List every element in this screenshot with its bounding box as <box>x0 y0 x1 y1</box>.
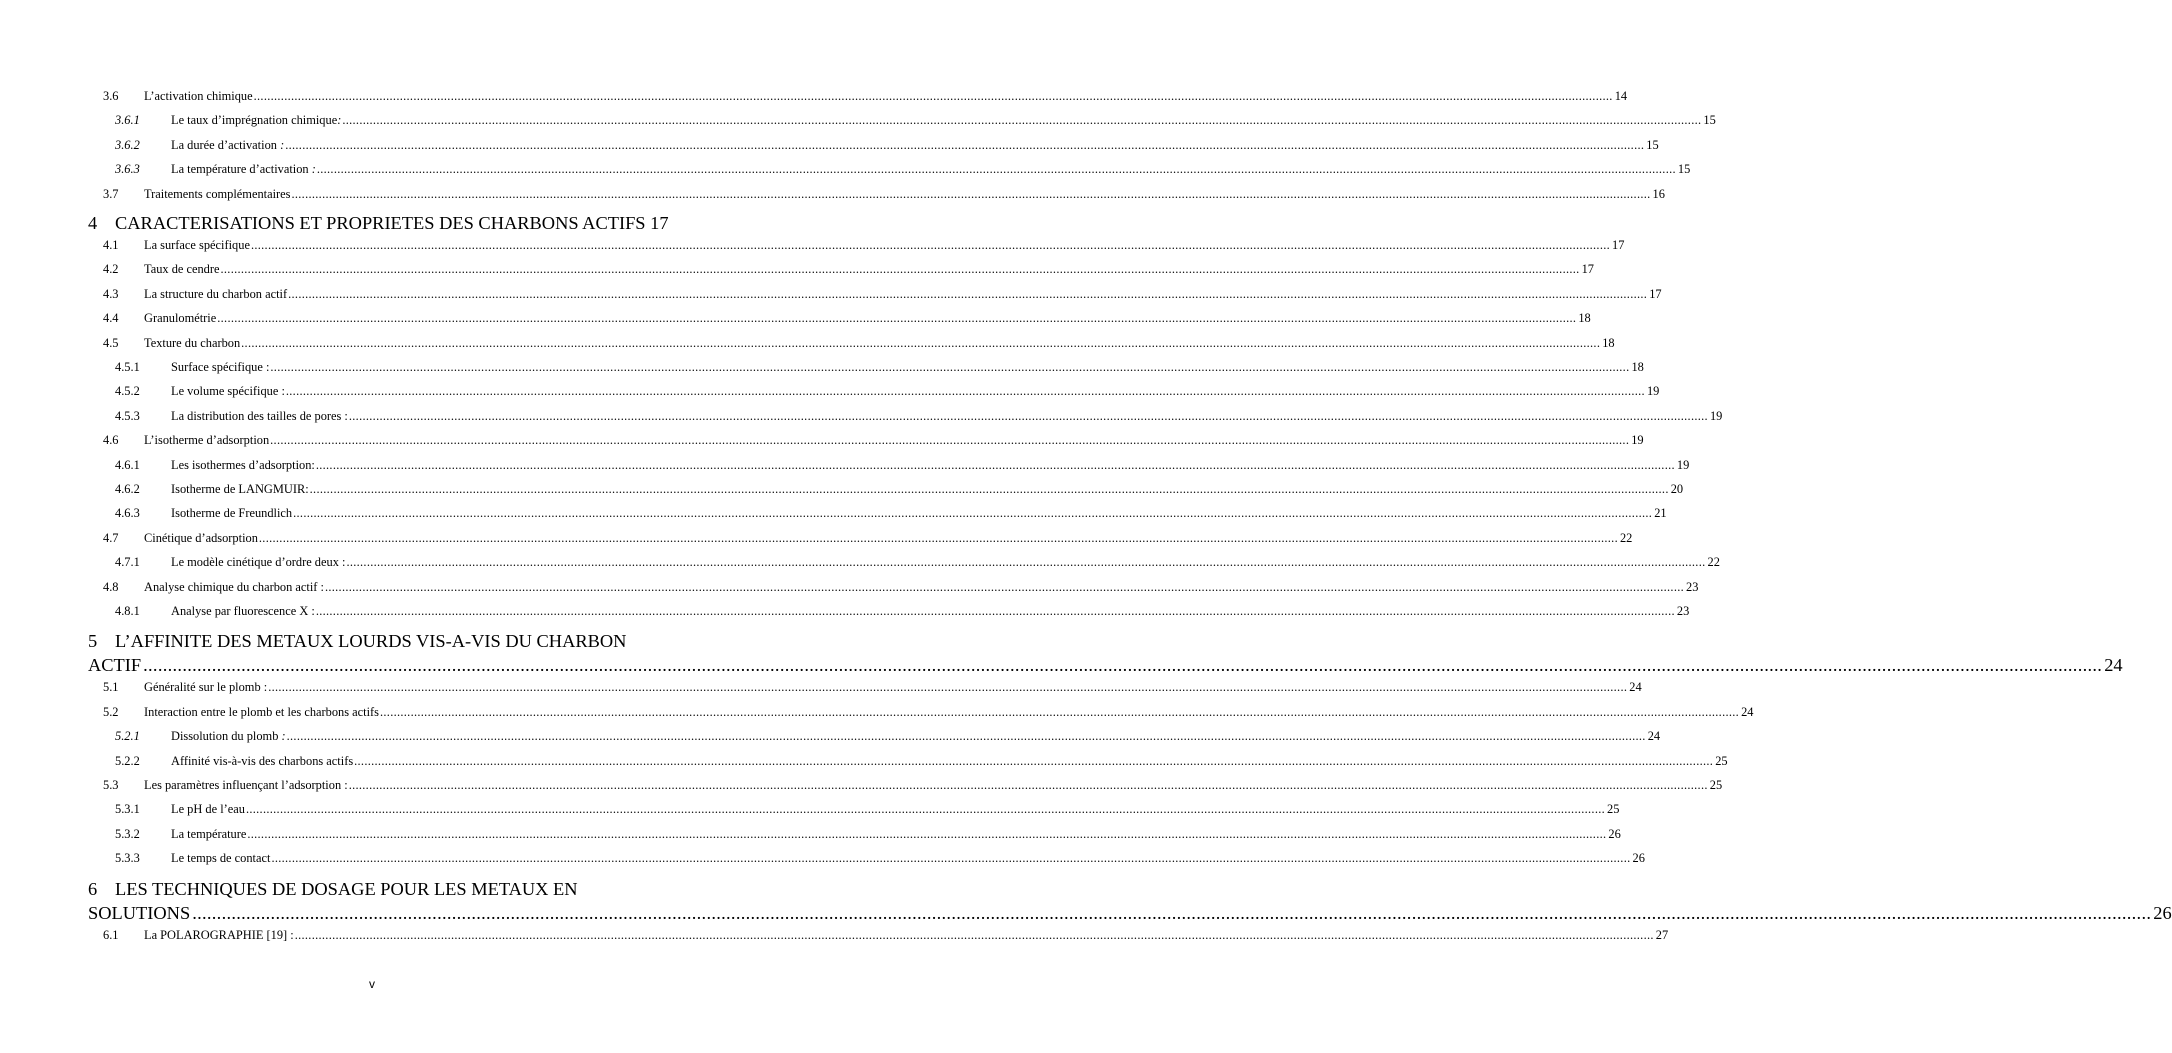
entry-number: 6 <box>88 878 98 899</box>
toc-section-entry[interactable] <box>88 679 1642 695</box>
entry-title <box>144 777 348 793</box>
entry-number: 5.3 <box>103 778 119 792</box>
entry-title-text: Le volume spécifique : <box>171 384 285 399</box>
entry-number: 4.5 <box>103 335 119 350</box>
entry-title-text: Interaction entre le plomb et les charbons actifs <box>144 704 379 719</box>
entry-number: 4.8.1 <box>115 604 140 618</box>
entry-page-number: 17 <box>1649 286 1662 301</box>
entry-title-text: La surface spécifique <box>144 238 250 252</box>
toc-section-entry[interactable] <box>88 704 1754 720</box>
entry-number: 4.3 <box>103 286 119 301</box>
entry-page-number: 19 <box>1676 457 1690 472</box>
entry-title-text: La température d’activation <box>171 162 312 177</box>
entry-title <box>144 335 240 351</box>
entry-number: 4.8 <box>103 579 119 594</box>
entry-page-number: 25 <box>1715 753 1728 768</box>
entry-title-text: L’isotherme d’adsorption <box>144 433 270 448</box>
toc-chapter-entry[interactable] <box>88 211 669 235</box>
entry-title <box>171 457 315 473</box>
toc-section-entry[interactable] <box>88 88 1628 104</box>
entry-page-number: 22 <box>1619 530 1633 545</box>
dot-leader: ................................................................................................................................................................................................................................................................................................................................................................................................................ <box>291 186 1651 201</box>
entry-title-text: Le taux d’imprégnation chimique <box>171 113 338 128</box>
entry-title-text: Dissolution du plomb <box>171 729 282 744</box>
entry-number: 4.6.2 <box>115 482 140 496</box>
entry-page-number: 14 <box>1614 89 1628 103</box>
toc-section-entry[interactable] <box>88 261 1594 277</box>
toc-subsection-entry[interactable] <box>88 603 1690 619</box>
toc-subsection-entry[interactable] <box>88 753 1728 769</box>
dot-leader: ................................................................................................................................................................................................................................................................................................................................................................................................................ <box>354 753 1714 768</box>
entry-title <box>171 753 353 769</box>
toc-subsection-entry[interactable] <box>88 826 1621 842</box>
entry-title-text: L’activation chimique <box>144 89 253 103</box>
entry-title-text: Granulométrie <box>144 311 217 326</box>
entry-title <box>144 88 253 104</box>
entry-title <box>171 603 315 619</box>
entry-title-text: La température <box>171 826 247 841</box>
entry-page-number: 23 <box>1676 604 1690 618</box>
entry-title-text: Taux de cendre <box>144 262 220 277</box>
dot-leader: ................................................................................................................................................................................................................................................................................................................................................................................................................ <box>309 482 1669 496</box>
toc-section-entry[interactable] <box>88 579 1699 595</box>
entry-title <box>171 383 285 399</box>
toc-subsection-entry[interactable] <box>88 801 1620 817</box>
toc-subsection-entry[interactable] <box>88 554 1720 570</box>
toc-section-entry[interactable] <box>88 335 1615 351</box>
entry-page-number: 22 <box>1707 555 1720 570</box>
entry-title: CARACTERISATIONS ET PROPRIETES DES CHARBONS ACTIFS <box>115 213 646 233</box>
toc-chapter-entry[interactable] <box>88 877 2172 925</box>
entry-page-number: 15 <box>1677 162 1691 177</box>
entry-number: 5.2 <box>103 704 119 719</box>
toc-subsection-entry[interactable] <box>88 457 1690 473</box>
entry-title-suffix: : <box>280 137 285 152</box>
dot-leader: ................................................................................................................................................................................................................................................................................................................................................................................................................ <box>342 113 1702 128</box>
entry-title-text: La POLAROGRAPHIE [19] : <box>144 927 294 942</box>
entry-page-number: 16 <box>1652 186 1665 201</box>
entry-number: 4.2 <box>103 262 119 277</box>
entry-page-number: 25 <box>1709 778 1723 792</box>
entry-title <box>171 481 309 497</box>
entry-title <box>171 359 269 375</box>
entry-title-text: Les paramètres influençant l’adsorption : <box>144 778 348 792</box>
toc-section-entry[interactable] <box>88 310 1591 326</box>
entry-title-text: Les isothermes d’adsorption: <box>171 457 315 472</box>
dot-leader: ................................................................................................................................................................................................................................................................................................................................................................................................................ <box>253 89 1613 103</box>
dot-leader: ................................................................................................................................................................................................................................................................................................................................................................................................................ <box>143 655 2103 676</box>
entry-title-suffix: : <box>281 729 286 744</box>
toc-subsection-entry[interactable] <box>88 383 1660 399</box>
entry-title-text: Isotherme de LANGMUIR: <box>171 482 309 496</box>
entry-page-number: 17 <box>1612 238 1625 252</box>
dot-leader: ................................................................................................................................................................................................................................................................................................................................................................................................................ <box>250 238 1611 252</box>
entry-title-text: Traitements complémentaires <box>144 186 291 201</box>
entry-page-number: 18 <box>1602 335 1615 350</box>
toc-subsection-entry[interactable] <box>88 112 1716 128</box>
entry-number: 3.6 <box>103 89 119 103</box>
toc-section-entry[interactable] <box>88 777 1723 793</box>
entry-title <box>171 408 348 424</box>
dot-leader: ................................................................................................................................................................................................................................................................................................................................................................................................................ <box>270 360 1630 374</box>
dot-leader: ................................................................................................................................................................................................................................................................................................................................................................................................................ <box>316 162 1676 177</box>
entry-page-number: 24 <box>2104 655 2123 676</box>
toc-section-entry[interactable] <box>88 432 1644 448</box>
entry-number: 4.7.1 <box>115 555 140 570</box>
entry-title: LES TECHNIQUES DE DOSAGE POUR LES METAUX EN <box>115 878 578 899</box>
entry-title <box>171 728 286 744</box>
entry-number: 3.6.2 <box>115 137 140 152</box>
page-number: v <box>369 977 375 991</box>
toc-subsection-entry[interactable] <box>88 728 1661 744</box>
dot-leader: ................................................................................................................................................................................................................................................................................................................................................................................................................ <box>315 457 1675 472</box>
dot-leader: ................................................................................................................................................................................................................................................................................................................................................................................................................ <box>346 555 1706 570</box>
dot-leader: ................................................................................................................................................................................................................................................................................................................................................................................................................ <box>271 851 1631 866</box>
entry-number: 4.4 <box>103 311 119 326</box>
dot-leader: ................................................................................................................................................................................................................................................................................................................................................................................................................ <box>294 927 1654 942</box>
dot-leader: ................................................................................................................................................................................................................................................................................................................................................................................................................ <box>217 311 1577 326</box>
entry-number: 4.1 <box>103 238 119 252</box>
entry-title <box>144 530 258 546</box>
entry-title-text: Le pH de l’eau <box>171 802 245 817</box>
dot-leader: ................................................................................................................................................................................................................................................................................................................................................................................................................ <box>380 704 1740 719</box>
entry-title-continued: ACTIF <box>88 655 142 676</box>
entry-title <box>171 161 316 177</box>
entry-page-number: 26 <box>2153 902 2172 923</box>
entry-page-number: 19 <box>1709 408 1723 423</box>
dot-leader: ................................................................................................................................................................................................................................................................................................................................................................................................................ <box>324 579 1685 594</box>
entry-title-text: Le temps de contact <box>171 851 271 866</box>
entry-page-number: 15 <box>1646 137 1659 152</box>
entry-page-number: 24 <box>1629 680 1642 695</box>
entry-title <box>171 112 341 128</box>
entry-number: 5.3.3 <box>115 851 140 866</box>
entry-title-text: Texture du charbon <box>144 335 241 350</box>
entry-page-number: 26 <box>1608 826 1621 841</box>
entry-number: 5.2.2 <box>115 753 140 768</box>
entry-number: 3.6.3 <box>115 162 140 177</box>
entry-number: 4.5.1 <box>115 360 140 374</box>
entry-title-text: Affinité vis-à-vis des charbons actifs <box>171 753 354 768</box>
entry-title <box>144 579 324 595</box>
entry-number: 5.3.2 <box>115 826 140 841</box>
entry-number: 4.5.2 <box>115 384 140 399</box>
entry-title <box>171 505 292 521</box>
dot-leader: ................................................................................................................................................................................................................................................................................................................................................................................................................ <box>315 604 1675 618</box>
entry-title-continued: SOLUTIONS <box>88 902 191 923</box>
dot-leader: ................................................................................................................................................................................................................................................................................................................................................................................................................ <box>258 530 1618 545</box>
entry-title <box>144 310 216 326</box>
entry-title-text: La durée d’activation <box>171 137 281 152</box>
entry-title <box>171 801 245 817</box>
entry-page-number: 26 <box>1632 851 1645 866</box>
toc-chapter-entry[interactable] <box>88 629 2123 677</box>
entry-number: 4.6.3 <box>115 506 140 521</box>
dot-leader: ................................................................................................................................................................................................................................................................................................................................................................................................................ <box>241 335 1601 350</box>
dot-leader: ................................................................................................................................................................................................................................................................................................................................................................................................................ <box>348 778 1708 792</box>
entry-title-text: La structure du charbon actif <box>144 286 288 301</box>
toc-subsection-entry[interactable] <box>88 408 1723 424</box>
entry-title <box>144 432 269 448</box>
entry-page-number: 23 <box>1686 579 1699 594</box>
toc-section-entry[interactable] <box>88 927 1669 943</box>
entry-title-text: Analyse par fluorescence X : <box>171 604 315 618</box>
entry-title-text: Le modèle cinétique d’ordre deux : <box>171 555 346 570</box>
toc-section-entry[interactable] <box>88 286 1662 302</box>
entry-title <box>171 826 246 842</box>
entry-page-number: 21 <box>1654 506 1667 521</box>
entry-title-text: Analyse chimique du charbon actif : <box>144 579 324 594</box>
entry-title-text: Généralité sur le plomb : <box>144 680 268 695</box>
dot-leader: ................................................................................................................................................................................................................................................................................................................................................................................................................ <box>268 680 1628 695</box>
dot-leader: ................................................................................................................................................................................................................................................................................................................................................................................................................ <box>220 262 1580 277</box>
entry-page-number: 25 <box>1607 802 1620 817</box>
entry-title <box>144 679 267 695</box>
entry-page-number: 18 <box>1578 311 1591 326</box>
entry-number: 5.3.1 <box>115 802 140 817</box>
entry-number: 4.7 <box>103 530 119 545</box>
entry-page-number: 17 <box>650 213 669 233</box>
toc-subsection-entry[interactable] <box>88 359 1644 375</box>
entry-page-number: 17 <box>1581 262 1594 277</box>
entry-page-number: 19 <box>1646 384 1660 399</box>
entry-title-text: Isotherme de Freundlich <box>171 506 293 521</box>
entry-title <box>171 850 270 866</box>
entry-title-suffix: : <box>311 162 316 177</box>
dot-leader: ................................................................................................................................................................................................................................................................................................................................................................................................................ <box>293 506 1653 521</box>
entry-page-number: 15 <box>1703 113 1716 128</box>
toc-section-entry[interactable] <box>88 237 1625 253</box>
entry-title-text: La distribution des tailles de pores : <box>171 408 348 423</box>
dot-leader: ................................................................................................................................................................................................................................................................................................................................................................................................................ <box>285 384 1645 399</box>
entry-title <box>144 237 250 253</box>
entry-title-text: Cinétique d’adsorption <box>144 530 258 545</box>
toc-subsection-entry[interactable] <box>88 505 1667 521</box>
entry-number: 5.2.1 <box>115 729 140 744</box>
entry-number: 3.7 <box>103 186 119 201</box>
entry-number: 3.6.1 <box>115 113 140 128</box>
dot-leader: ................................................................................................................................................................................................................................................................................................................................................................................................................ <box>270 433 1630 448</box>
entry-number: 6.1 <box>103 927 119 942</box>
entry-number: 4.6 <box>103 433 119 448</box>
toc-subsection-entry[interactable] <box>88 161 1691 177</box>
toc-subsection-entry[interactable] <box>88 137 1659 153</box>
dot-leader: ................................................................................................................................................................................................................................................................................................................................................................................................................ <box>245 802 1606 817</box>
toc-subsection-entry[interactable] <box>88 481 1684 497</box>
entry-number: 5.1 <box>103 680 119 695</box>
entry-title <box>144 261 220 277</box>
entry-page-number: 20 <box>1670 482 1684 496</box>
entry-title <box>171 137 284 153</box>
entry-title <box>144 286 287 302</box>
dot-leader: ................................................................................................................................................................................................................................................................................................................................................................................................................ <box>192 902 2152 923</box>
entry-title <box>144 704 379 720</box>
entry-page-number: 24 <box>1741 704 1754 719</box>
dot-leader: ................................................................................................................................................................................................................................................................................................................................................................................................................ <box>285 137 1645 152</box>
entry-title-suffix: : <box>337 113 342 128</box>
entry-title <box>144 186 290 202</box>
entry-title-text: Surface spécifique : <box>171 360 270 374</box>
entry-number: 4.6.1 <box>115 457 140 472</box>
entry-title <box>171 554 345 570</box>
toc-subsection-entry[interactable] <box>88 850 1645 866</box>
entry-number: 4 <box>88 213 98 233</box>
dot-leader: ................................................................................................................................................................................................................................................................................................................................................................................................................ <box>286 729 1646 744</box>
toc-section-entry[interactable] <box>88 530 1633 546</box>
entry-title: L’AFFINITE DES METAUX LOURDS VIS-A-VIS DU CHARBON <box>115 631 627 652</box>
entry-page-number: 18 <box>1631 360 1644 374</box>
entry-title <box>144 927 294 943</box>
toc-section-entry[interactable] <box>88 186 1665 202</box>
entry-number: 4.5.3 <box>115 408 140 423</box>
entry-page-number: 24 <box>1647 729 1661 744</box>
entry-page-number: 19 <box>1631 433 1644 448</box>
dot-leader: ................................................................................................................................................................................................................................................................................................................................................................................................................ <box>288 286 1648 301</box>
dot-leader: ................................................................................................................................................................................................................................................................................................................................................................................................................ <box>348 408 1708 423</box>
dot-leader: ................................................................................................................................................................................................................................................................................................................................................................................................................ <box>247 826 1607 841</box>
entry-page-number: 27 <box>1655 927 1669 942</box>
entry-number: 5 <box>88 631 98 652</box>
